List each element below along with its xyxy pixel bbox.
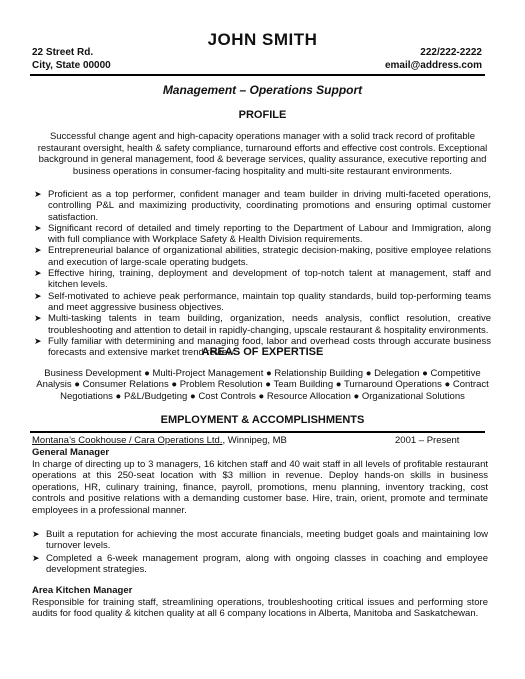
address-line-1: 22 Street Rd. — [32, 47, 94, 58]
candidate-name: JOHN SMITH — [207, 30, 318, 49]
list-item: ➤ Self-motivated to achieve peak performance, maintain top quality standards, build top-performing teams and meet aggressive business objectives. — [34, 290, 491, 313]
arrow-bullet-icon: ➤ — [34, 245, 42, 256]
employer-location: , Winnipeg, MB — [222, 435, 287, 446]
objective-title: Management – Operations Support — [162, 83, 363, 97]
contact-block — [385, 46, 482, 72]
expertise-heading: AREAS OF EXPERTISE — [201, 346, 324, 358]
phone-number: 222/222-2222 — [420, 47, 482, 58]
profile-summary-line: business operations in consumer-facing hospitality and multi-site restaurant environments. — [72, 165, 453, 177]
header-divider — [30, 74, 485, 76]
expertise-line: Business Development ● Multi-Project Management ● Relationship Building ● Delegation ● Competitive — [44, 368, 481, 379]
employer-line — [32, 435, 487, 447]
expertise-line: Negotiations ● P&L/Budgeting ● Cost Controls ● Resource Allocation ● Organizational Solutions — [60, 390, 465, 402]
arrow-bullet-icon: ➤ — [34, 290, 42, 301]
arrow-bullet-icon: ➤ — [34, 222, 42, 233]
email-address: email@address.com — [384, 60, 482, 71]
expertise-line: Analysis ● Consumer Relations ● Problem Resolution ● Team Building ● Turnaround Operations ● Contract — [36, 379, 489, 391]
employment-dates: 2001 – Present — [395, 435, 460, 446]
job-title: General Manager — [32, 447, 110, 458]
profile-heading: PROFILE — [238, 109, 287, 121]
profile-summary-line: restaurant oversight, health & safety compliance, turnaround efforts and effective cost controls. Exceptional — [37, 142, 488, 154]
profile-summary-line: background in general management, food & beverage services, quality assurance, executive reporting and — [38, 154, 487, 165]
expertise-list — [30, 368, 495, 402]
employer-name: Montana’s Cookhouse / Cara Operations Ltd. — [32, 435, 223, 446]
arrow-bullet-icon: ➤ — [34, 335, 42, 346]
list-item: ➤ Completed a 6-week management program, along with ongoing classes in coaching and employee development strategies. — [32, 552, 488, 575]
list-item: ➤ Effective hiring, training, deployment and development of top-notch talent at management, staff and kitchen levels. — [34, 268, 491, 291]
arrow-bullet-icon: ➤ — [32, 529, 40, 539]
profile-summary-line: Successful change agent and high-capacity operations manager with a solid track record of profitable — [49, 131, 476, 142]
profile-bullet-list — [34, 189, 491, 358]
list-item: ➤ Fully familiar with determining and managing food, labor and overhead costs through accurate business forecasts and extensive market trend review. — [34, 335, 491, 359]
list-item: ➤ Significant record of detailed and timely reporting to the Department of Labour and Immigration, along with full compliance with Workplace Safety & Health Division requirements. — [34, 222, 491, 246]
list-item: ➤ Entrepreneurial balance of organizational abilities, strategic decision-making, positive employee relations and execution of large-scale operating budgets. — [34, 245, 491, 268]
job-title: Area Kitchen Manager — [32, 585, 133, 596]
arrow-bullet-icon: ➤ — [34, 189, 42, 199]
list-item: ➤ Multi-tasking talents in team building, organization, needs analysis, conflict resolution, creative troubleshooting and attention to detail in rapidly-changing, upscale restaurant & hospitality environments. — [34, 313, 491, 336]
arrow-bullet-icon: ➤ — [32, 552, 40, 563]
list-item: ➤ Built a reputation for achieving the most accurate financials, meeting budget goals and maintaining low turnover levels. — [32, 529, 488, 552]
employment-heading: EMPLOYMENT & ACCOMPLISHMENTS — [160, 414, 365, 426]
list-item: ➤ Proficient as a top performer, confident manager and team builder in driving multi-faceted operations, controlling P&L and maximizing productivity, coordinating promotions and ensuring optimal customer satisfaction. — [34, 189, 491, 223]
address-line-2: City, State 00000 — [32, 60, 111, 71]
arrow-bullet-icon: ➤ — [34, 313, 42, 324]
arrow-bullet-icon: ➤ — [34, 268, 42, 279]
profile-summary — [34, 131, 491, 177]
job-description: In charge of directing up to 3 managers, 16 kitchen staff and 40 wait staff in all levels of profitable restaurant operations at this 250-seat location with $3 million in revenue. Deploy hands-on skills in business operations, HR, culinary training, finance, payroll, promotions, menu planning, inventory tracking, cost controls and positive relations with a demanding customer base. Hire, train, orient, promote and terminate employees in a professional manner. — [32, 459, 488, 516]
job-bullet-list — [32, 529, 488, 575]
job-description: Responsible for training staff, streamlining operations, troubleshooting critical issues and performing store audits for food quality & kitchen quality at all 6 company locations in Alberta, Manitoba and Saskatchewan. — [32, 597, 488, 620]
employment-divider — [30, 431, 485, 433]
address-block — [32, 46, 111, 72]
